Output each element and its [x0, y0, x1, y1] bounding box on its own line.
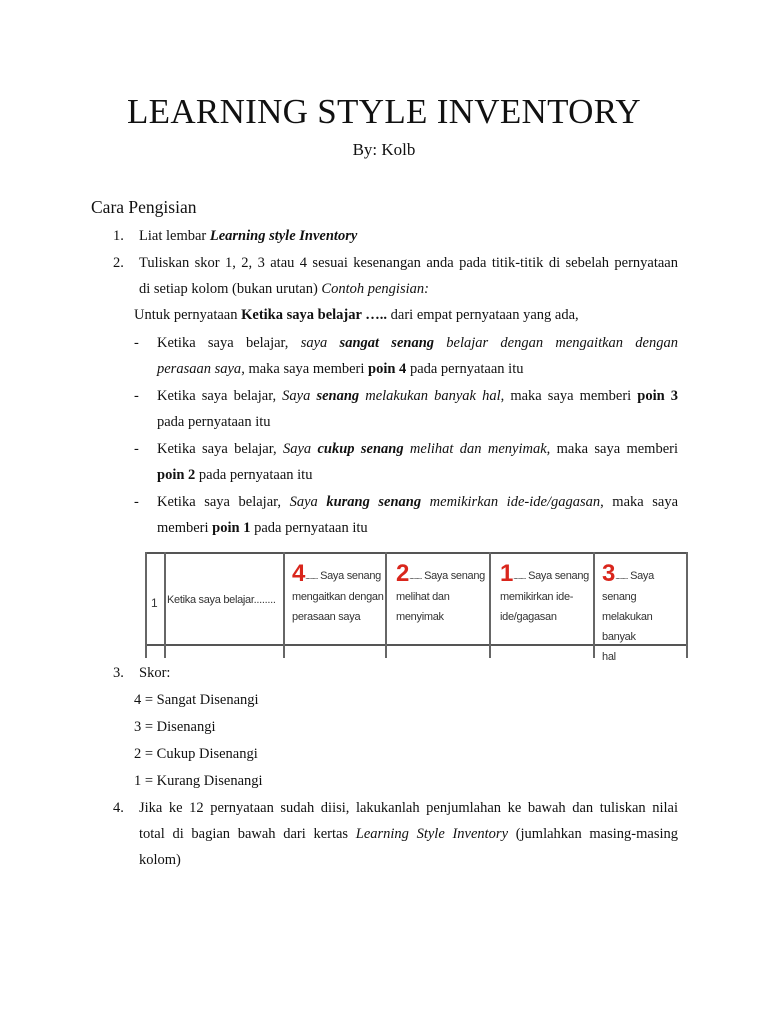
- step-4-line-3: kolom): [139, 852, 181, 868]
- bullet-4-line-2: memberi poin 1 pada pernyataan itu: [157, 520, 368, 536]
- table-top-border: [145, 552, 688, 554]
- score-number: 3: [602, 560, 616, 587]
- bullet-dash: -: [134, 441, 139, 457]
- table-row-number: 1: [151, 596, 158, 610]
- table-cell: 4.......... Saya senang mengaitkan dengan perasaan saya: [292, 560, 384, 623]
- bullet-dash: -: [134, 388, 139, 404]
- step-4-number: 4.: [113, 800, 124, 816]
- step-1-text: Liat lembar Learning style Inventory: [139, 228, 358, 244]
- bullet-1-line-1: Ketika saya belajar, saya sangat senang belajar dengan mengaitkan dengan: [157, 335, 678, 351]
- document-title: LEARNING STYLE INVENTORY: [126, 92, 642, 131]
- step-1-number: 1.: [113, 228, 124, 244]
- step-3-label: Skor:: [139, 665, 171, 681]
- author-byline: By: Kolb: [352, 140, 416, 159]
- bullet-4-line-1: Ketika saya belajar, Saya kurang senang memikirkan ide-ide/gagasan, maka saya: [157, 494, 679, 510]
- step-2-line-1: Tuliskan skor 1, 2, 3 atau 4 sesuai kesenangan anda pada titik-titik di sebelah pernyataan: [139, 255, 678, 271]
- bullet-2-line-2: pada pernyataan itu: [157, 414, 271, 430]
- score-item: 3 = Disenangi: [134, 719, 216, 735]
- step-2-number: 2.: [113, 255, 124, 271]
- table-column-border: [489, 552, 491, 658]
- table-column-border: [164, 552, 166, 658]
- section-title: Cara Pengisian: [91, 197, 197, 217]
- table-cell: 3.......... Saya senang melakukan banyak hal: [602, 560, 654, 663]
- bullet-3-line-1: Ketika saya belajar, Saya cukup senang melihat dan menyimak, maka saya memberi: [157, 441, 679, 457]
- step-4-line-2: total di bagian bawah dari kertas Learning Style Inventory (jumlahkan masing-masing: [139, 826, 678, 842]
- score-number: 2: [396, 560, 410, 587]
- step-2-intro: Untuk pernyataan Ketika saya belajar ….. dari empat pernyataan yang ada,: [134, 307, 579, 323]
- table-column-border: [385, 552, 387, 658]
- table-row-label: Ketika saya belajar........: [167, 594, 276, 606]
- table-column-border: [283, 552, 285, 658]
- step-2-line-2: di setiap kolom (bukan urutan) Contoh pengisian:: [139, 281, 429, 297]
- table-cell: 2.......... Saya senang melihat dan menyimak: [396, 560, 485, 623]
- score-item: 2 = Cukup Disenangi: [134, 746, 258, 762]
- bullet-dash: -: [134, 335, 139, 351]
- score-number: 1: [500, 560, 514, 587]
- bullet-1-line-2: perasaan saya, maka saya memberi poin 4 pada pernyataan itu: [157, 361, 524, 377]
- table-column-border: [593, 552, 595, 658]
- bullet-2-line-1: Ketika saya belajar, Saya senang melakukan banyak hal, maka saya memberi poin 3: [157, 388, 679, 404]
- bullet-dash: -: [134, 494, 139, 510]
- table-column-border: [145, 552, 147, 658]
- step-4-line-1: Jika ke 12 pernyataan sudah diisi, lakukanlah penjumlahan ke bawah dan tuliskan nilai: [139, 800, 678, 816]
- table-cell: 1.......... Saya senang memikirkan ide- ide/gagasan: [500, 560, 589, 623]
- score-item: 4 = Sangat Disenangi: [134, 692, 259, 708]
- step-3-number: 3.: [113, 665, 124, 681]
- example-table: [145, 552, 688, 663]
- bullet-3-line-2: poin 2 pada pernyataan itu: [157, 467, 313, 483]
- score-item: 1 = Kurang Disenangi: [134, 773, 263, 789]
- score-number: 4: [292, 560, 306, 587]
